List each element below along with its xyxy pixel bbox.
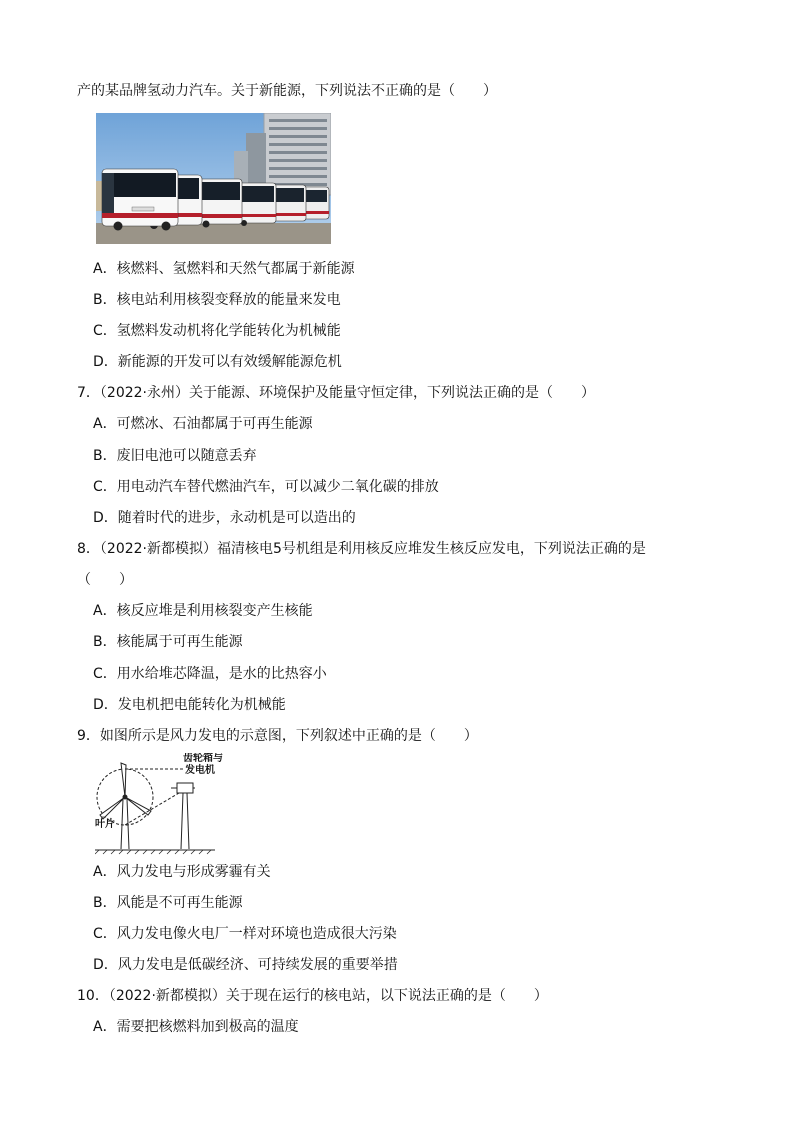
q6-option-a: A．核燃料、氢燃料和天然气都属于新能源 bbox=[93, 261, 355, 277]
label-gearbox-line1: 齿轮箱与 bbox=[183, 753, 223, 764]
q8-option-b: B．核能属于可再生能源 bbox=[93, 634, 243, 650]
label-gearbox-line2: 发电机 bbox=[185, 765, 215, 776]
q9-option-b: B．风能是不可再生能源 bbox=[93, 895, 243, 911]
q10-stem: 10．（2022·新都模拟）关于现在运行的核电站，以下说法正确的是（ ） bbox=[77, 988, 548, 1004]
q8-stem-continuation: （ ） bbox=[77, 572, 133, 588]
q8-stem: 8．（2022·新都模拟）福清核电5号机组是利用核反应堆发生核反应发电，下列说法正确的是 bbox=[77, 541, 646, 557]
q9-option-a: A．风力发电与形成雾霾有关 bbox=[93, 864, 271, 880]
q8-option-c: C．用水给堆芯降温，是水的比热容小 bbox=[93, 666, 327, 682]
q6-option-d: D．新能源的开发可以有效缓解能源危机 bbox=[93, 354, 342, 370]
q6-stem-continuation: 产的某品牌氢动力汽车。关于新能源，下列说法不正确的是（ ） bbox=[77, 83, 497, 99]
q7-option-b: B．废旧电池可以随意丢弃 bbox=[93, 448, 257, 464]
q9-option-d: D．风力发电是低碳经济、可持续发展的重要举措 bbox=[93, 957, 398, 973]
q8-option-a: A．核反应堆是利用核裂变产生核能 bbox=[93, 603, 313, 619]
q7-option-c: C．用电动汽车替代燃油汽车，可以减少二氧化碳的排放 bbox=[93, 479, 439, 495]
q6-option-b: B．核电站利用核裂变释放的能量来发电 bbox=[93, 292, 341, 308]
q7-option-a: A．可燃冰、石油都属于可再生能源 bbox=[93, 416, 313, 432]
q7-stem: 7．（2022·永州）关于能源、环境保护及能量守恒定律，下列说法正确的是（ ） bbox=[77, 385, 595, 401]
wind-turbine-diagram bbox=[95, 753, 255, 855]
q10-option-a: A．需要把核燃料加到极高的温度 bbox=[93, 1019, 299, 1035]
q8-option-d: D．发电机把电能转化为机械能 bbox=[93, 697, 286, 713]
label-blade: 叶片 bbox=[95, 819, 115, 830]
hydrogen-bus-photo bbox=[96, 113, 331, 244]
q9-option-c: C．风力发电像火电厂一样对环境也造成很大污染 bbox=[93, 926, 397, 942]
q7-option-d: D．随着时代的进步，永动机是可以造出的 bbox=[93, 510, 356, 526]
q6-option-c: C．氢燃料发动机将化学能转化为机械能 bbox=[93, 323, 341, 339]
q9-stem: 9．如图所示是风力发电的示意图，下列叙述中正确的是（ ） bbox=[77, 728, 478, 744]
